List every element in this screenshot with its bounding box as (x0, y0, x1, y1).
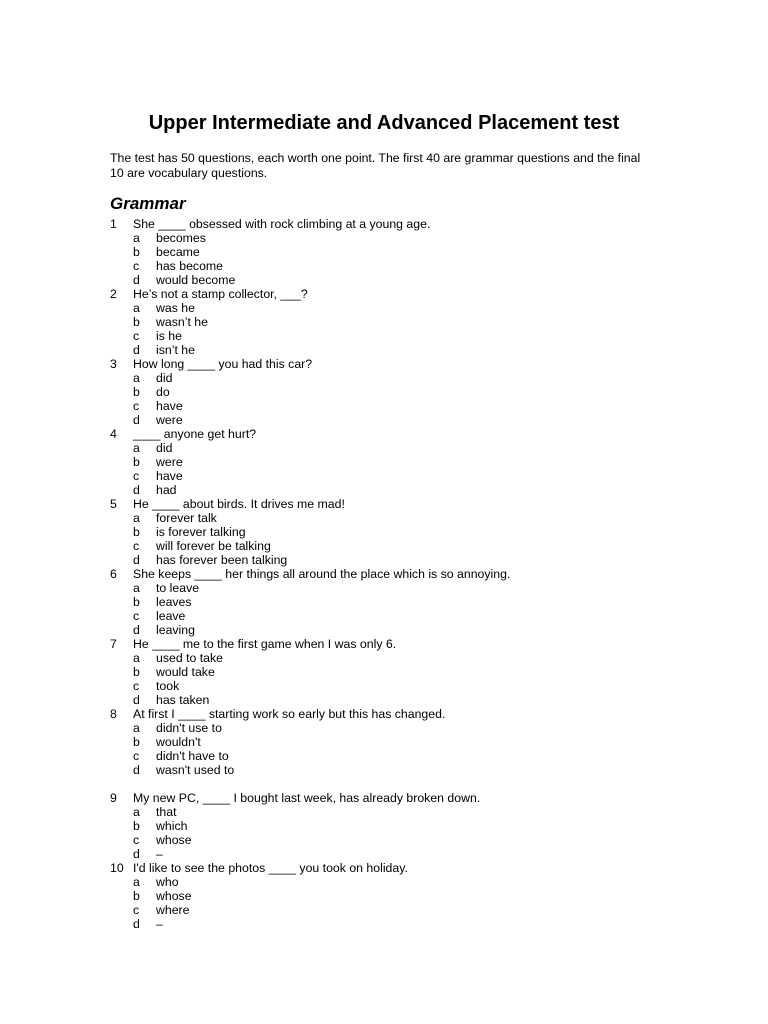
option-text: is forever talking (156, 525, 246, 539)
option-letter: a (133, 301, 140, 315)
option-letter: b (133, 315, 140, 329)
answer-option (110, 315, 670, 329)
option-text: which (156, 819, 188, 833)
question-item (110, 217, 670, 231)
option-letter: d (133, 623, 140, 637)
question-item (110, 791, 670, 805)
answer-option (110, 917, 670, 931)
answer-option (110, 875, 670, 889)
question-item (110, 497, 670, 511)
option-text: were (156, 455, 183, 469)
option-text: – (156, 917, 163, 931)
option-letter: b (133, 245, 140, 259)
answer-option (110, 525, 670, 539)
option-letter: c (133, 749, 140, 763)
question-text: He ____ me to the first game when I was only 6. (133, 637, 397, 651)
question-number: 8 (110, 707, 117, 721)
answer-option (110, 329, 670, 343)
option-text: to leave (156, 581, 200, 595)
question-item (110, 861, 670, 875)
option-text: were (156, 413, 183, 427)
option-letter: d (133, 343, 140, 357)
answer-option (110, 805, 670, 819)
option-text: became (156, 245, 200, 259)
option-text: have (156, 469, 183, 483)
section-heading-grammar: Grammar (110, 194, 186, 213)
option-text: that (156, 805, 177, 819)
option-text: have (156, 399, 183, 413)
question-text: He’s not a stamp collector, ___? (133, 287, 308, 301)
option-text: had (156, 483, 177, 497)
answer-option (110, 483, 670, 497)
answer-option (110, 469, 670, 483)
answer-option (110, 581, 670, 595)
answer-option (110, 903, 670, 917)
answer-option (110, 273, 670, 287)
answer-option (110, 441, 670, 455)
option-letter: c (133, 469, 140, 483)
answer-option (110, 679, 670, 693)
question-item (110, 427, 670, 441)
question-text: At first I ____ starting work so early but this has changed. (133, 707, 446, 721)
option-text: wouldn't (156, 735, 201, 749)
option-letter: d (133, 763, 140, 777)
option-letter: a (133, 441, 140, 455)
answer-option (110, 385, 670, 399)
question-number: 5 (110, 497, 117, 511)
answer-option (110, 553, 670, 567)
answer-option (110, 343, 670, 357)
option-letter: a (133, 651, 140, 665)
answer-option (110, 763, 670, 777)
answer-option (110, 399, 670, 413)
answer-option (110, 231, 670, 245)
option-text: leaving (156, 623, 195, 637)
option-letter: c (133, 609, 140, 623)
option-letter: b (133, 735, 140, 749)
question-item (110, 287, 670, 301)
question-text: He ____ about birds. It drives me mad! (133, 497, 345, 511)
option-letter: a (133, 875, 140, 889)
option-text: did (156, 371, 173, 385)
option-text: has forever been talking (156, 553, 288, 567)
option-letter: c (133, 679, 140, 693)
option-letter: c (133, 903, 140, 917)
question-number: 1 (110, 217, 117, 231)
option-text: where (156, 903, 190, 917)
option-text: isn’t he (156, 343, 195, 357)
answer-option (110, 693, 670, 707)
option-letter: c (133, 833, 140, 847)
blank-line (110, 777, 670, 791)
option-letter: a (133, 371, 140, 385)
answer-option (110, 511, 670, 525)
question-number: 9 (110, 791, 117, 805)
question-text: ____ anyone get hurt? (133, 427, 257, 441)
answer-option (110, 539, 670, 553)
answer-option (110, 847, 670, 861)
option-letter: b (133, 385, 140, 399)
option-text: wasn't used to (156, 763, 235, 777)
question-text: I'd like to see the photos ____ you took on holiday. (133, 861, 408, 875)
option-text: wasn’t he (156, 315, 208, 329)
option-text: leaves (156, 595, 192, 609)
option-text: will forever be talking (156, 539, 271, 553)
option-letter: a (133, 721, 140, 735)
option-letter: a (133, 581, 140, 595)
option-text: forever talk (156, 511, 217, 525)
question-item (110, 357, 670, 371)
option-text: becomes (156, 231, 206, 245)
option-text: was he (156, 301, 195, 315)
option-letter: a (133, 231, 140, 245)
answer-option (110, 245, 670, 259)
answer-option (110, 665, 670, 679)
option-text: took (156, 679, 180, 693)
option-text: whose (156, 833, 192, 847)
option-letter: b (133, 665, 140, 679)
question-number: 4 (110, 427, 117, 441)
page-title: Upper Intermediate and Advanced Placement test (148, 112, 620, 134)
question-text: How long ____ you had this car? (133, 357, 313, 371)
answer-option (110, 889, 670, 903)
option-letter: c (133, 539, 140, 553)
answer-option (110, 301, 670, 315)
option-text: didn't have to (156, 749, 229, 763)
option-letter: d (133, 917, 140, 931)
question-text: She ____ obsessed with rock climbing at a young age. (133, 217, 431, 231)
question-number: 10 (110, 861, 124, 875)
option-letter: d (133, 693, 140, 707)
answer-option (110, 819, 670, 833)
question-item (110, 637, 670, 651)
intro-paragraph: The test has 50 questions, each worth one point. The first 40 are grammar questions and the final 10 are vocabulary questions. (110, 151, 641, 180)
question-list (110, 217, 670, 931)
option-letter: d (133, 413, 140, 427)
option-letter: b (133, 819, 140, 833)
option-letter: d (133, 483, 140, 497)
answer-option (110, 595, 670, 609)
question-number: 2 (110, 287, 117, 301)
option-text: would take (156, 665, 215, 679)
option-letter: b (133, 455, 140, 469)
option-text: would become (156, 273, 236, 287)
answer-option (110, 259, 670, 273)
option-letter: c (133, 399, 140, 413)
answer-option (110, 833, 670, 847)
question-text: My new PC, ____ I bought last week, has already broken down. (133, 791, 481, 805)
option-text: did (156, 441, 173, 455)
option-text: leave (156, 609, 186, 623)
option-letter: c (133, 329, 140, 343)
question-number: 7 (110, 637, 117, 651)
option-text: has become (156, 259, 223, 273)
question-text: She keeps ____ her things all around the place which is so annoying. (133, 567, 511, 581)
option-text: used to take (156, 651, 223, 665)
answer-option (110, 609, 670, 623)
option-letter: d (133, 553, 140, 567)
option-text: who (156, 875, 179, 889)
answer-option (110, 455, 670, 469)
question-number: 3 (110, 357, 117, 371)
answer-option (110, 371, 670, 385)
option-letter: b (133, 525, 140, 539)
option-letter: d (133, 273, 140, 287)
answer-option (110, 413, 670, 427)
option-text: has taken (156, 693, 210, 707)
option-text: – (156, 847, 163, 861)
answer-option (110, 623, 670, 637)
option-letter: b (133, 595, 140, 609)
question-number: 6 (110, 567, 117, 581)
option-letter: a (133, 511, 140, 525)
option-letter: a (133, 805, 140, 819)
option-text: didn't use to (156, 721, 222, 735)
question-item (110, 707, 670, 721)
question-item (110, 567, 670, 581)
option-letter: c (133, 259, 140, 273)
answer-option (110, 749, 670, 763)
option-text: whose (156, 889, 192, 903)
option-text: do (156, 385, 170, 399)
answer-option (110, 721, 670, 735)
answer-option (110, 735, 670, 749)
option-text: is he (156, 329, 182, 343)
answer-option (110, 651, 670, 665)
option-letter: b (133, 889, 140, 903)
option-letter: d (133, 847, 140, 861)
